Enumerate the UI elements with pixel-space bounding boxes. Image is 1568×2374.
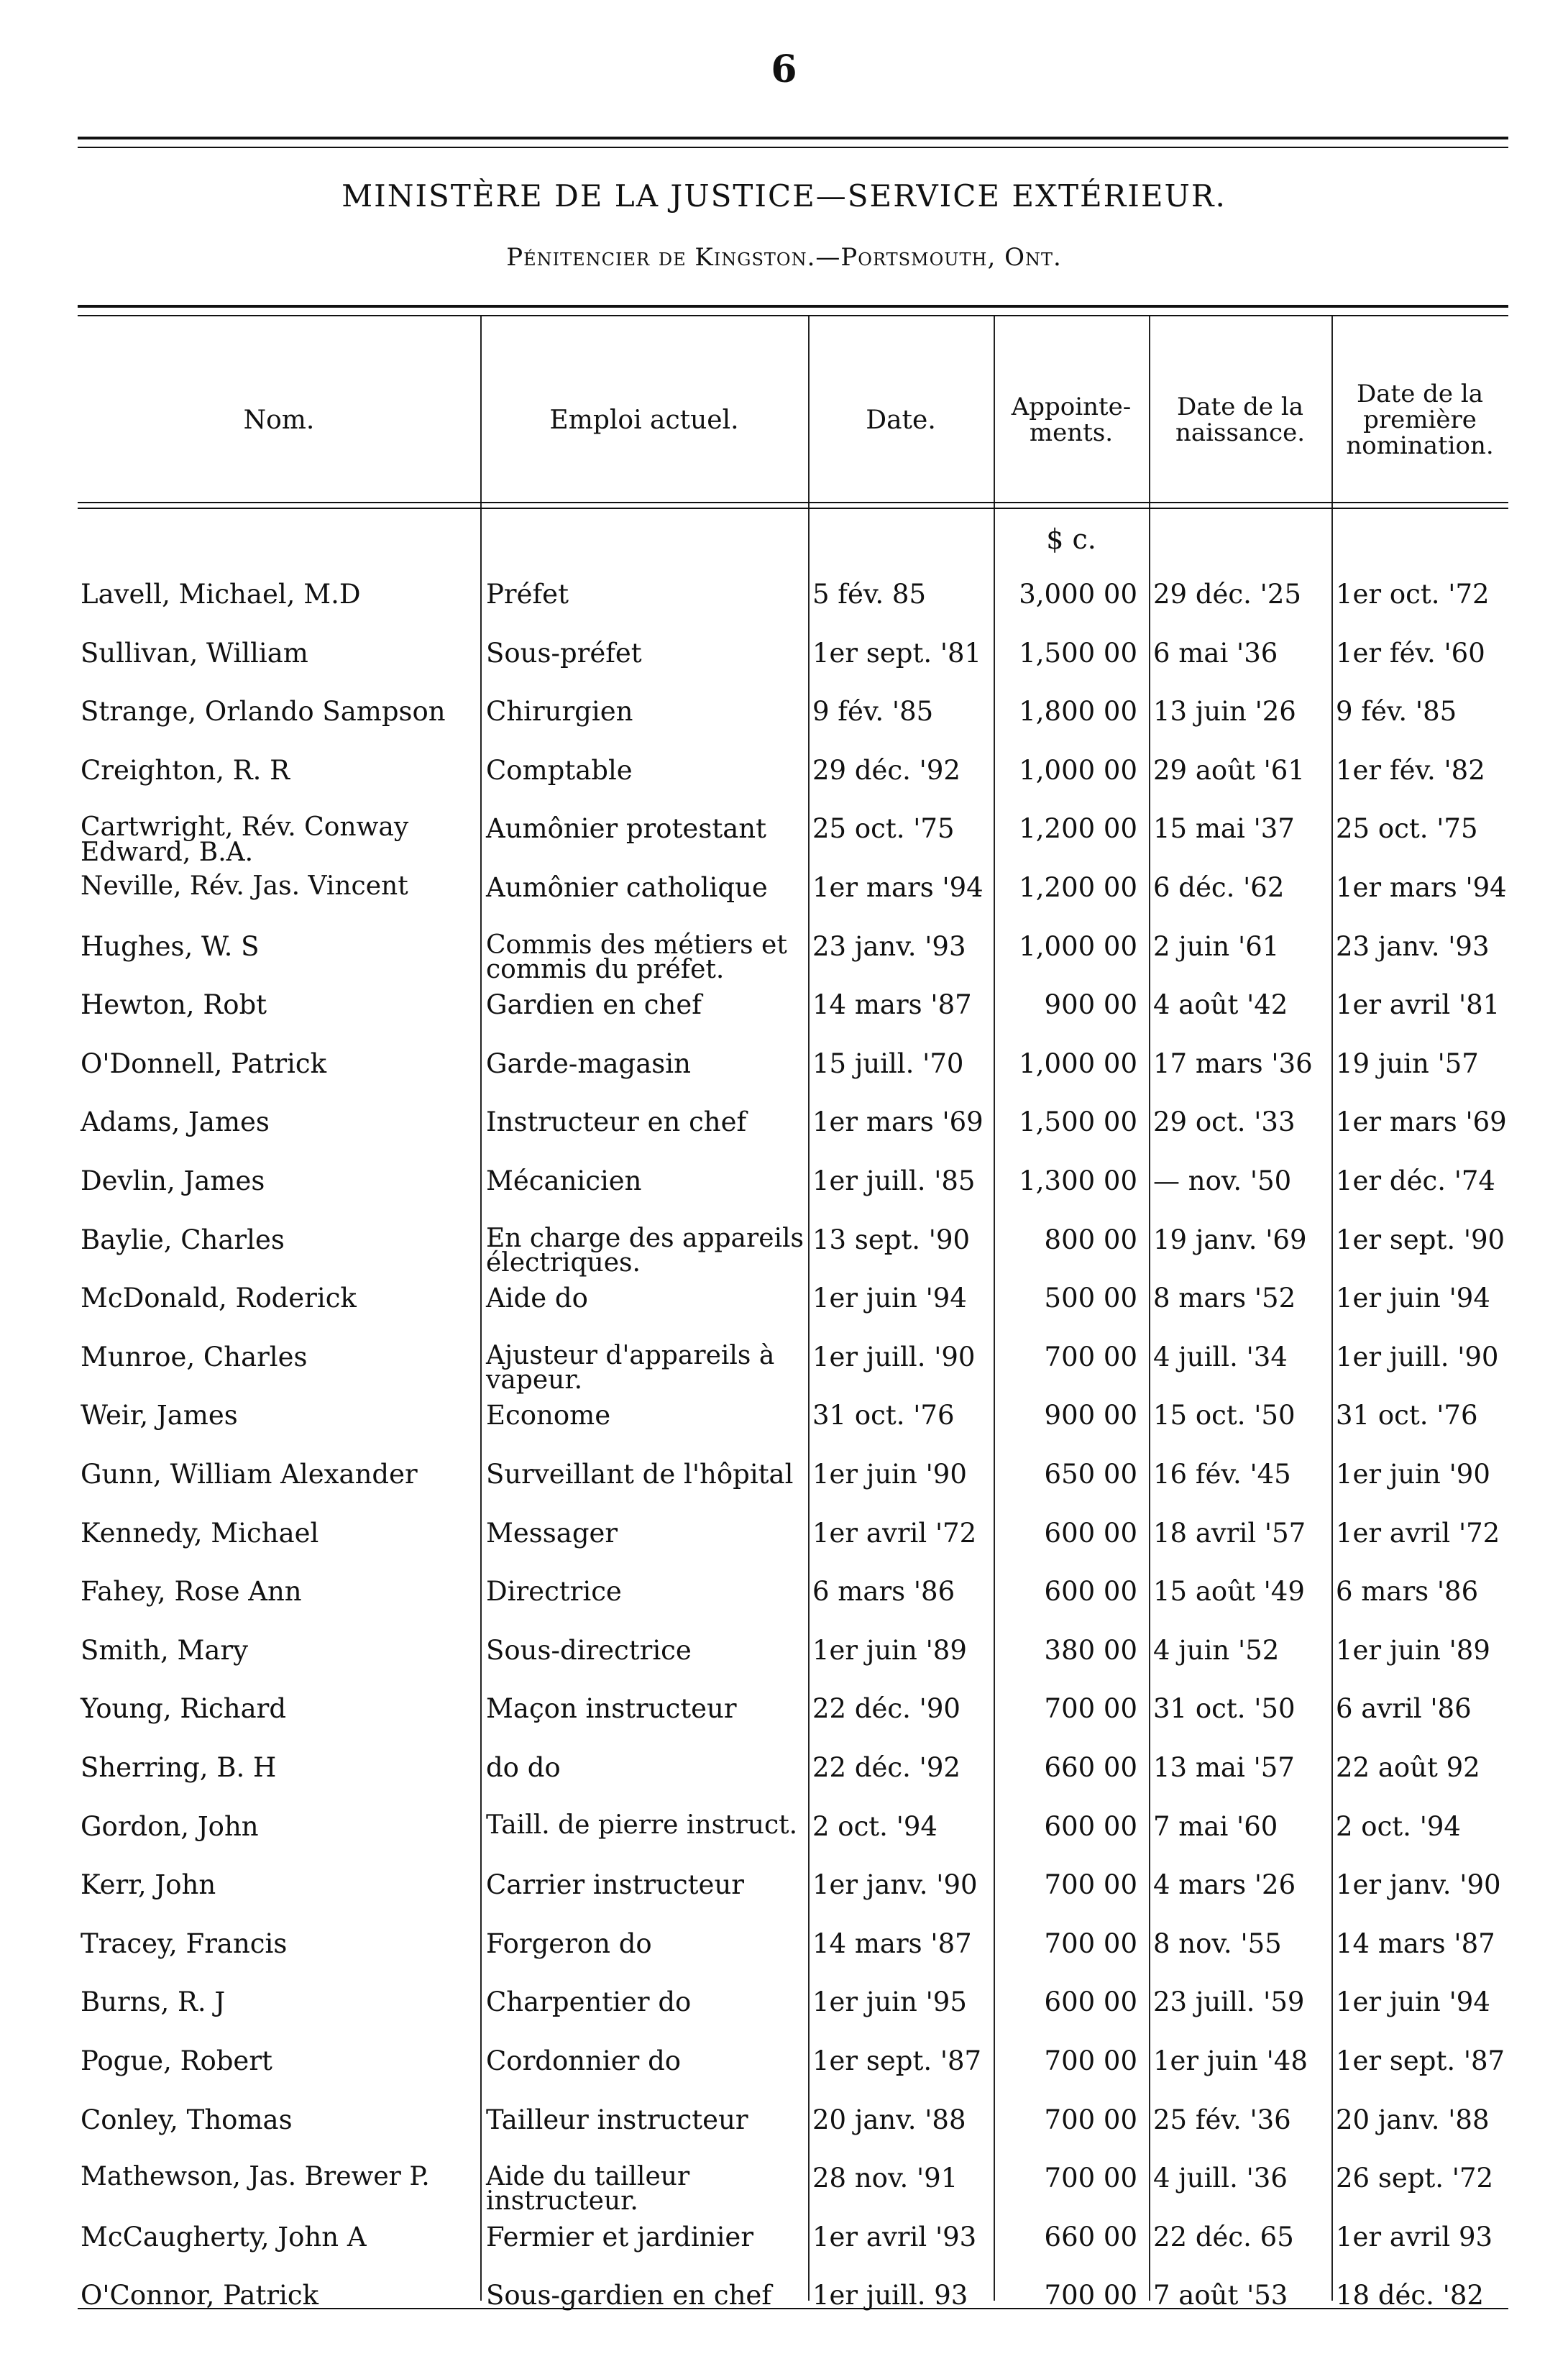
cell-date: 1er juin '95 [812,1986,967,2018]
top-rule [78,137,1508,139]
cell-premiere: 1er sept. '87 [1336,2045,1505,2076]
cell-date: 20 janv. '88 [812,2104,966,2135]
cell-naissance: 8 nov. '55 [1153,1928,1282,1959]
cell-premiere: 6 mars '86 [1336,1576,1479,1608]
cell-emploi: Directrice [486,1576,622,1608]
cell-premiere: 1er oct. '72 [1336,579,1490,610]
cell-appointements: 500 00 [1044,1283,1137,1314]
cell-premiere: 20 janv. '88 [1336,2104,1490,2135]
cell-appointements: 380 00 [1044,1634,1137,1666]
cell-premiere: 23 janv. '93 [1336,930,1490,962]
cell-naissance: 13 mai '57 [1153,1752,1295,1783]
cell-date: 1er avril '93 [812,2221,977,2252]
cell-appointements: 700 00 [1044,1341,1137,1372]
cell-date: 1er sept. '87 [812,2045,982,2076]
cell-date: 14 mars '87 [812,989,972,1021]
cell-appointements: 660 00 [1044,1752,1137,1783]
cell-appointements: 700 00 [1044,2104,1137,2135]
cell-date: 1er juill. '90 [812,1341,976,1372]
cell-nom: Baylie, Charles [81,1224,285,1255]
cell-date: 1er juin '94 [812,1283,967,1314]
cell-emploi: Commis des métiers et commis du préfet. [486,930,787,984]
page-title: MINISTÈRE DE LA JUSTICE—SERVICE EXTÉRIEUR. [341,178,1227,214]
cell-emploi: Tailleur instructeur [486,2104,748,2135]
cell-naissance: 7 mai '60 [1153,1810,1278,1842]
cell-nom: Munroe, Charles [81,1341,308,1372]
header-date: Date. [866,405,936,436]
cell-naissance: — nov. '50 [1153,1165,1292,1196]
money-units: $ c. [1046,523,1096,555]
cell-emploi: Préfet [486,579,569,610]
cell-premiere: 9 fév. '85 [1336,696,1457,728]
cell-appointements: 600 00 [1044,1810,1137,1842]
column-divider [480,316,482,2301]
cell-date: 1er juin '89 [812,1634,967,1666]
cell-appointements: 900 00 [1044,989,1137,1021]
cell-nom: Mathewson, Jas. Brewer P. [81,2162,430,2192]
cell-naissance: 1er juin '48 [1153,2045,1308,2076]
cell-date: 22 déc. '90 [812,1693,960,1725]
cell-premiere: 1er juin '94 [1336,1986,1490,2018]
cell-naissance: 31 oct. '50 [1153,1693,1296,1725]
cell-nom: O'Connor, Patrick [81,2280,318,2311]
cell-emploi: Sous-préfet [486,637,642,669]
cell-emploi: Maçon instructeur [486,1693,737,1725]
cell-premiere: 1er avril '72 [1336,1517,1500,1549]
cell-nom: McCaugherty, John A [81,2221,367,2252]
cell-emploi: Messager [486,1517,618,1549]
cell-nom: Cartwright, Rév. Conway Edward, B.A. [81,812,409,867]
cell-nom: Kerr, John [81,1869,216,1901]
cell-premiere: 25 oct. '75 [1336,813,1478,845]
cell-appointements: 600 00 [1044,1986,1137,2018]
cell-emploi: Forgeron do [486,1928,652,1959]
cell-nom: Conley, Thomas [81,2104,293,2135]
cell-appointements: 800 00 [1044,1224,1137,1255]
cell-appointements: 700 00 [1044,1928,1137,1959]
header-naissance: Date de la naissance. [1175,393,1306,447]
page-subtitle: Pénitencier de Kingston.—Portsmouth, Ont. [506,243,1062,272]
cell-naissance: 7 août '53 [1153,2280,1288,2311]
cell-nom: Tracey, Francis [81,1928,288,1959]
cell-premiere: 1er sept. '90 [1336,1224,1505,1255]
top-rule-inner [78,147,1508,148]
cell-nom: Kennedy, Michael [81,1517,319,1549]
cell-appointements: 660 00 [1044,2221,1137,2252]
cell-appointements: 1,000 00 [1019,754,1137,786]
cell-emploi: Cordonnier do [486,2045,682,2076]
cell-appointements: 650 00 [1044,1459,1137,1490]
cell-nom: Devlin, James [81,1165,265,1196]
cell-nom: McDonald, Roderick [81,1283,357,1314]
cell-date: 1er sept. '81 [812,637,982,669]
cell-date: 1er avril '72 [812,1517,977,1549]
header-premiere: Date de la première nomination. [1346,380,1494,460]
cell-appointements: 900 00 [1044,1400,1137,1431]
cell-naissance: 15 mai '37 [1153,813,1295,845]
cell-premiere: 1er juill. '90 [1336,1341,1499,1372]
cell-emploi: Garde-magasin [486,1048,691,1079]
cell-nom: Gordon, John [81,1810,259,1842]
cell-nom: Hughes, W. S [81,930,260,962]
cell-naissance: 19 janv. '69 [1153,1224,1307,1255]
cell-nom: Sullivan, William [81,637,308,669]
cell-premiere: 1er avril 93 [1336,2221,1493,2252]
cell-naissance: 15 août '49 [1153,1576,1305,1608]
cell-naissance: 22 déc. 65 [1153,2221,1294,2252]
cell-appointements: 700 00 [1044,1693,1137,1725]
cell-nom: Gunn, William Alexander [81,1459,418,1490]
cell-premiere: 1er juin '89 [1336,1634,1490,1666]
cell-premiere: 1er fév. '60 [1336,637,1485,669]
cell-appointements: 1,000 00 [1019,1048,1137,1079]
cell-naissance: 15 oct. '50 [1153,1400,1296,1431]
cell-date: 1er mars '94 [812,872,984,903]
cell-date: 23 janv. '93 [812,930,966,962]
cell-premiere: 22 août 92 [1336,1752,1480,1783]
cell-naissance: 6 mai '36 [1153,637,1278,669]
cell-date: 9 fév. '85 [812,696,934,728]
cell-appointements: 700 00 [1044,2045,1137,2076]
cell-appointements: 1,500 00 [1019,637,1137,669]
header-top-rule-inner [78,315,1508,316]
cell-appointements: 600 00 [1044,1576,1137,1608]
cell-naissance: 23 juill. '59 [1153,1986,1305,2018]
table-bottom-rule [78,2308,1508,2309]
cell-nom: Adams, James [81,1106,270,1138]
header-nom: Nom. [243,405,315,436]
cell-naissance: 4 août '42 [1153,989,1288,1021]
cell-premiere: 19 juin '57 [1336,1048,1479,1079]
cell-premiere: 1er avril '81 [1336,989,1500,1021]
cell-emploi: Chirurgien [486,696,633,728]
cell-nom: Burns, R. J [81,1986,226,2018]
cell-emploi: Gardien en chef [486,989,702,1021]
cell-date: 15 juill. '70 [812,1048,964,1079]
cell-premiere: 1er déc. '74 [1336,1165,1495,1196]
column-divider [808,316,810,2301]
cell-date: 31 oct. '76 [812,1400,955,1431]
cell-nom: Neville, Rév. Jas. Vincent [81,871,408,901]
cell-nom: Hewton, Robt [81,989,267,1021]
cell-naissance: 16 fév. '45 [1153,1459,1291,1490]
cell-emploi: Surveillant de l'hôpital [486,1459,794,1490]
cell-emploi: Aumônier catholique [486,872,768,903]
header-bottom-rule-inner [78,508,1508,509]
cell-date: 29 déc. '92 [812,754,960,786]
cell-premiere: 31 oct. '76 [1336,1400,1478,1431]
cell-naissance: 4 juin '52 [1153,1634,1280,1666]
cell-appointements: 3,000 00 [1019,579,1137,610]
cell-appointements: 1,800 00 [1019,696,1137,728]
cell-date: 5 fév. 85 [812,579,927,610]
cell-emploi: Comptable [486,754,633,786]
cell-nom: O'Donnell, Patrick [81,1048,327,1079]
cell-date: 22 déc. '92 [812,1752,960,1783]
cell-appointements: 1,500 00 [1019,1106,1137,1138]
cell-emploi: Carrier instructeur [486,1869,744,1901]
header-emploi: Emploi actuel. [549,405,739,436]
cell-naissance: 4 juill. '36 [1153,2163,1288,2194]
cell-nom: Strange, Orlando Sampson [81,696,446,728]
cell-date: 1er janv. '90 [812,1869,978,1901]
column-divider [1331,316,1333,2301]
cell-premiere: 1er mars '69 [1336,1106,1507,1138]
cell-nom: Pogue, Robert [81,2045,272,2076]
cell-naissance: 2 juin '61 [1153,930,1280,962]
cell-emploi: Aide do [486,1283,588,1314]
cell-date: 1er juill. 93 [812,2280,968,2311]
cell-naissance: 29 août '61 [1153,754,1305,786]
cell-naissance: 29 déc. '25 [1153,579,1301,610]
cell-date: 28 nov. '91 [812,2163,958,2194]
cell-appointements: 1,200 00 [1019,872,1137,903]
cell-naissance: 29 oct. '33 [1153,1106,1296,1138]
cell-naissance: 25 fév. '36 [1153,2104,1291,2135]
header-bottom-rule [78,502,1508,503]
cell-premiere: 1er janv. '90 [1336,1869,1501,1901]
cell-premiere: 1er juin '94 [1336,1283,1490,1314]
cell-naissance: 4 juill. '34 [1153,1341,1288,1372]
cell-date: 14 mars '87 [812,1928,972,1959]
cell-emploi: En charge des appareils électriques. [486,1223,804,1278]
cell-date: 25 oct. '75 [812,813,955,845]
header-appointements: Appointe-ments. [1011,393,1132,447]
cell-emploi: Instructeur en chef [486,1106,747,1138]
header-top-rule [78,305,1508,308]
cell-emploi: Econome [486,1400,611,1431]
cell-emploi: Sous-directrice [486,1634,692,1666]
page-number: 6 [771,47,797,91]
cell-premiere: 14 mars '87 [1336,1928,1495,1959]
cell-naissance: 4 mars '26 [1153,1869,1296,1901]
cell-emploi: do do [486,1752,561,1783]
cell-nom: Young, Richard [81,1693,287,1725]
cell-premiere: 6 avril '86 [1336,1693,1472,1725]
cell-date: 1er juill. '85 [812,1165,976,1196]
cell-date: 6 mars '86 [812,1576,955,1608]
cell-nom: Fahey, Rose Ann [81,1576,302,1608]
cell-naissance: 13 juin '26 [1153,696,1296,728]
cell-emploi: Aide du tailleur instructeur. [486,2162,690,2217]
cell-appointements: 700 00 [1044,2280,1137,2311]
cell-nom: Sherring, B. H [81,1752,277,1783]
cell-nom: Creighton, R. R [81,754,290,786]
cell-emploi: Aumônier protestant [486,813,766,845]
cell-emploi: Taill. de pierre instruct. [486,1810,798,1840]
cell-nom: Smith, Mary [81,1634,249,1666]
cell-appointements: 700 00 [1044,1869,1137,1901]
cell-date: 13 sept. '90 [812,1224,971,1255]
cell-nom: Weir, James [81,1400,238,1431]
cell-appointements: 1,300 00 [1019,1165,1137,1196]
cell-appointements: 1,200 00 [1019,813,1137,845]
cell-emploi: Ajusteur d'appareils à vapeur. [486,1340,775,1395]
cell-emploi: Charpentier do [486,1986,692,2018]
column-divider [994,316,995,2301]
cell-date: 1er juin '90 [812,1459,967,1490]
cell-premiere: 1er fév. '82 [1336,754,1485,786]
cell-premiere: 1er juin '90 [1336,1459,1490,1490]
cell-naissance: 17 mars '36 [1153,1048,1313,1079]
cell-naissance: 18 avril '57 [1153,1517,1306,1549]
cell-premiere: 2 oct. '94 [1336,1810,1461,1842]
cell-date: 1er mars '69 [812,1106,984,1138]
cell-premiere: 1er mars '94 [1336,872,1507,903]
cell-premiere: 18 déc. '82 [1336,2280,1484,2311]
cell-appointements: 1,000 00 [1019,930,1137,962]
cell-nom: Lavell, Michael, M.D [81,579,361,610]
cell-naissance: 8 mars '52 [1153,1283,1296,1314]
cell-date: 2 oct. '94 [812,1810,937,1842]
cell-emploi: Fermier et jardinier [486,2221,754,2252]
cell-emploi: Mécanicien [486,1165,642,1196]
column-divider [1149,316,1150,2301]
cell-appointements: 600 00 [1044,1517,1137,1549]
cell-premiere: 26 sept. '72 [1336,2163,1494,2194]
cell-appointements: 700 00 [1044,2163,1137,2194]
cell-emploi: Sous-gardien en chef [486,2280,772,2311]
cell-naissance: 6 déc. '62 [1153,872,1285,903]
